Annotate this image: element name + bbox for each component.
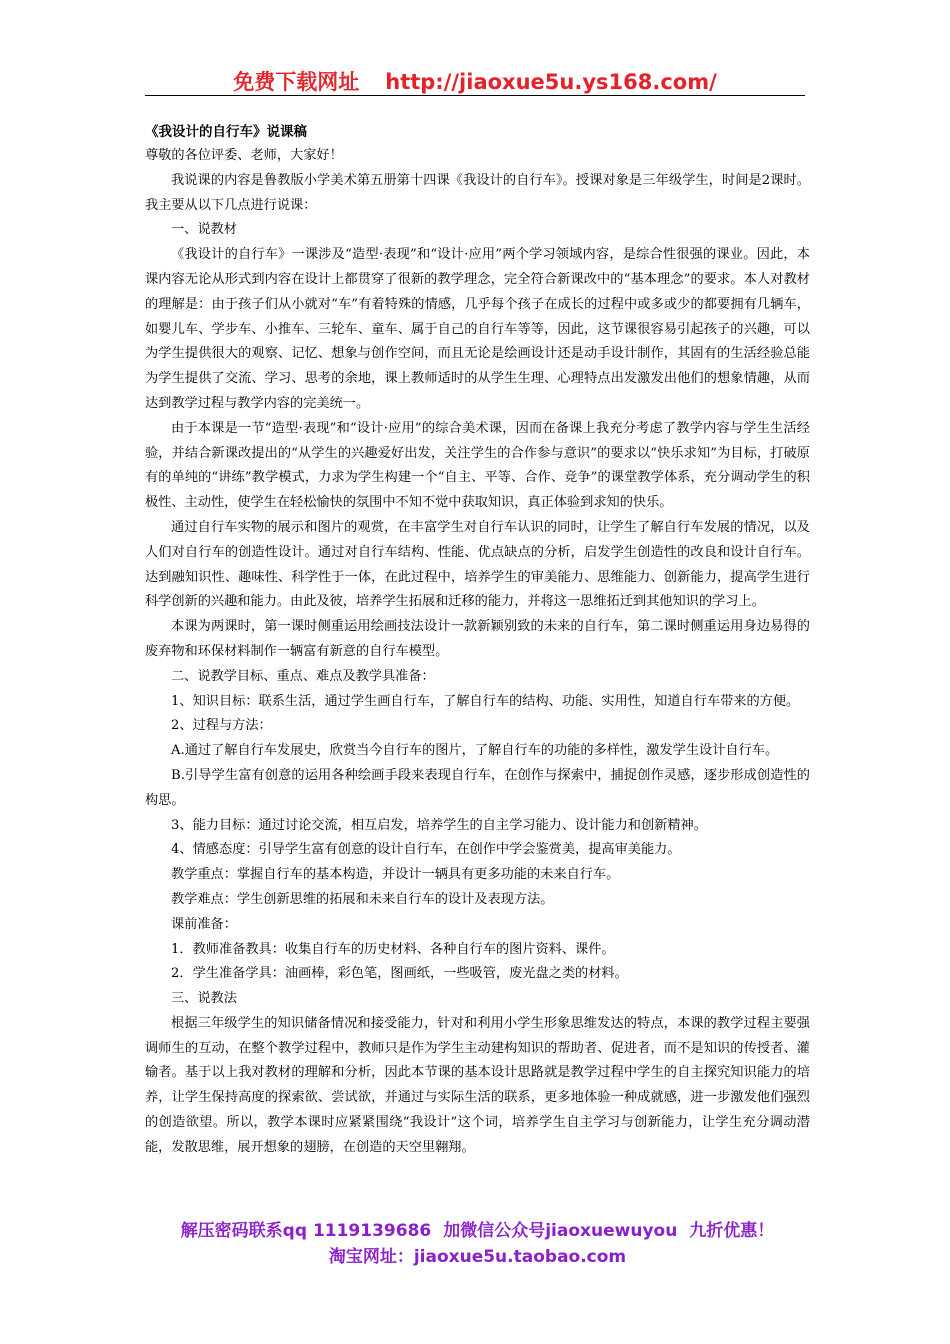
paragraph: 4、情感态度：引导学生富有创意的设计自行车，在创作中学会鉴赏美，提高审美能力。 — [171, 842, 681, 858]
paragraph: 本课为两课时，第一课时侧重运用绘画技法设计一款新颖别致的未来的自行车，第二课时侧重运用身边易得的废弃物和环保材料制作一辆富有新意的自行车模型。 — [145, 619, 810, 659]
header-divider — [145, 95, 805, 96]
paragraph: 《我设计的自行车》一课涉及“造型·表现”和“设计·应用”两个学习领域内容，是综合性很强的课业。因此，本课内容无论从形式到内容在设计上都贯穿了很新的教学理念，完全符合新课改中的“基本理念”的要求。本人对教材的理解是：由于孩子们从小就对“车”有着特殊的情感，几乎每个孩子在成长的过程中或多或少的都要拥有几辆车，如婴儿车、学步车、小推车、三轮车、童车、属于自己的自行车等等，因此，这节课很容易引起孩子的兴趣，可以为学生提供很大的观察、记忆、想象与创作空间，而且无论是绘画设计还是动手设计制作，其固有的生活经验总能为学生提供了交流、学习、思考的余地，课上教师适时的从学生生理、心理特点出发激发出他们的想象情趣，从而达到教学过程与教学内容的完美统一。 — [145, 247, 810, 411]
section-heading: 三、说教法 — [171, 991, 237, 1007]
paragraph: 课前准备： — [171, 916, 237, 932]
download-header — [145, 66, 805, 96]
section-heading: 二、说教学目标、重点、难点及教学具准备： — [171, 668, 435, 684]
paragraph: 2、过程与方法： — [171, 718, 272, 734]
paragraph: 根据三年级学生的知识储备情况和接受能力，针对和利用小学生形象思维发达的特点，本课的教学过程主要强调师生的互动，在整个教学过程中，教师只是作为学生主动建构知识的帮助者、促进者，而不是知识的传授者、灌输者。基于以上我对教材的理解和分析，因此本节课的基本设计思路就是教学过程中学生的自主探究知识能力的培养，让学生保持高度的探索欲、尝试欲，并通过与实际生活的联系，更多地体验一种成就感，进一步激发他们强烈的创造欲望。所以，教学本课时应紧紧围绕“我设计”这个词，培养学生自主学习与创新能力，让学生充分调动潜能，发散思维，展开想象的翅膀，在创造的天空里翱翔。 — [145, 1015, 810, 1155]
footer-taobao-link[interactable]: 淘宝网址：jiaoxue5u.taobao.com — [328, 1247, 627, 1267]
paragraph: 由于本课是一节“造型·表现”和“设计·应用”的综合美术课，因而在备课上我充分考虑了教学内容与学生生活经验，并结合新课改提出的“从学生的兴趣爱好出发，关注学生的合作参与意识”的要求以“快乐求知”为目标，打破原有的单纯的“讲练”教学模式，力求为学生构建一个“自主、平等、合作、竞争”的课堂教学体系，充分调动学生的积极性、主动性，使学生在轻松愉快的氛围中不知不觉中获取知识，真正体验到求知的快乐。 — [145, 420, 810, 511]
paragraph: 教学重点：掌握自行车的基本构造，并设计一辆具有更多功能的未来自行车。 — [171, 867, 620, 883]
paragraph: 3、能力目标：通过讨论交流，相互启发，培养学生的自主学习能力、设计能力和创新精神。 — [171, 817, 707, 833]
footer-discount: 九折优惠！ — [689, 1221, 775, 1241]
section-heading: 一、说教材 — [171, 222, 237, 238]
header-label: 免费下载网址 — [233, 70, 360, 94]
footer-wechat: 加微信公众号jiaoxuewuyou — [443, 1221, 678, 1241]
paragraph: 我说课的内容是鲁教版小学美术第五册第十四课《我设计的自行车》。授课对象是三年级学生，时间是2课时。我主要从以下几点进行说课： — [145, 172, 810, 213]
footer-contact: 解压密码联系qq 1119139686 — [180, 1221, 432, 1241]
document-body — [145, 120, 810, 1161]
contact-footer — [145, 1218, 810, 1270]
paragraph: A.通过了解自行车发展史，欣赏当今自行车的图片，了解自行车的功能的多样性，激发学生设计自行车。 — [171, 743, 779, 759]
header-url-link[interactable]: http://jiaoxue5u.ys168.com/ — [385, 70, 717, 94]
paragraph: B.引导学生富有创意的运用各种绘画手段来表现自行车，在创作与探索中，捕捉创作灵感，逐步形成创造性的构思。 — [145, 767, 810, 808]
document-title: 《我设计的自行车》说课稿 — [145, 124, 307, 140]
paragraph: 1、知识目标：联系生活，通过学生画自行车，了解自行车的结构、功能、实用性，知道自行车带来的方便。 — [171, 693, 800, 709]
paragraph: 2．学生准备学具：油画棒，彩色笔，图画纸，一些吸管，废光盘之类的材料。 — [171, 966, 628, 982]
paragraph: 教学难点：学生创新思维的拓展和未来自行车的设计及表现方法。 — [171, 891, 554, 907]
footer-line-1 — [145, 1218, 810, 1244]
paragraph: 1．教师准备教具：收集自行车的历史材料、各种自行车的图片资料、课件。 — [171, 941, 615, 957]
paragraph: 通过自行车实物的展示和图片的观赏，在丰富学生对自行车认识的同时，让学生了解自行车发展的情况，以及人们对自行车的创造性设计。通过对自行车结构、性能、优点缺点的分析，启发学生创造性的改良和设计自行车。达到融知识性、趣味性、科学性于一体，在此过程中，培养学生的审美能力、思维能力、创新能力，提高学生进行科学创新的兴趣和能力。由此及彼，培养学生拓展和迁移的能力，并将这一思维拓迁到其他知识的学习上。 — [145, 519, 810, 610]
greeting: 尊敬的各位评委、老师，大家好！ — [145, 148, 343, 163]
